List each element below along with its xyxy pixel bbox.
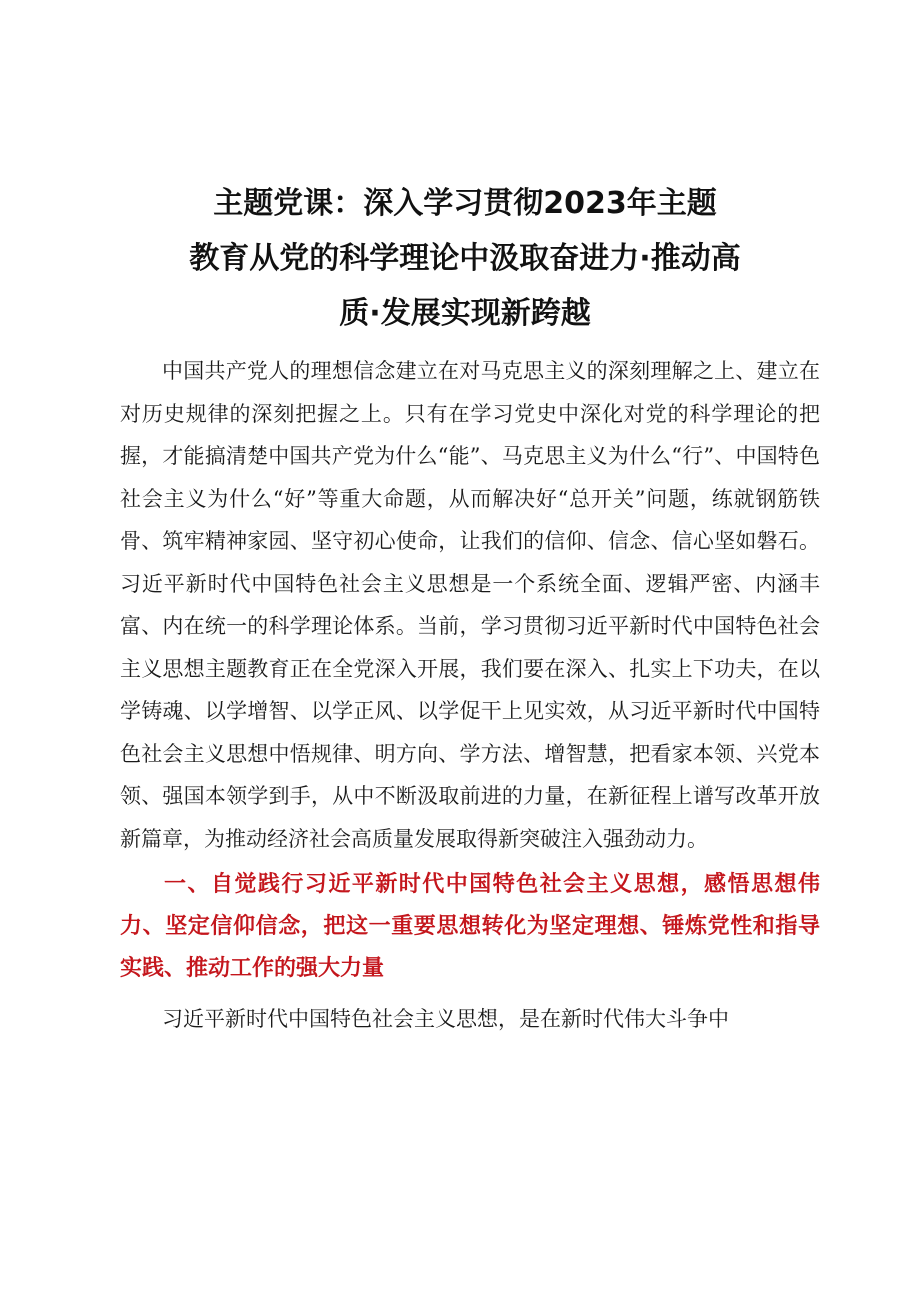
intro-paragraph: 中国共产党人的理想信念建立在对马克思主义的深刻理解之上、建立在对历史规律的深刻把握之上。只有在学习党史中深化对党的科学理论的把握，才能搞清楚中国共产党为什么“能”、马克思主义为什么“行”、中国特色社会主义为什么“好”等重大命题，从而解决好“总开关”问题，练就钢筋铁骨、筑牢精神家园、坚守初心使命，让我们的信仰、信念、信心坚如磐石。习近平新时代中国特色社会主义思想是一个系统全面、逻辑严密、内涵丰富、内在统一的科学理论体系。当前，学习贯彻习近平新时代中国特色社会主义思想主题教育正在全党深入开展，我们要在深入、扎实上下功夫，在以学铸魂、以学增智、以学正风、以学促干上见实效，从习近平新时代中国特色社会主义思想中悟规律、明方向、学方法、增智慧，把看家本领、兴党本领、强国本领学到手，从中不断汲取前进的力量，在新征程上谱写改革开放新篇章，为推动经济社会高质量发展取得新突破注入强劲动力。 — [120, 359, 820, 851]
document-body — [120, 350, 820, 1041]
title-line-1: 主题党课：深入学习贯彻2023年主题 — [213, 186, 717, 221]
section-heading-1: 一、自觉践行习近平新时代中国特色社会主义思想，感悟思想伟力、坚定信仰信念，把这一重要思想转化为坚定理想、锤炼党性和指导实践、推动工作的强大力量 — [120, 872, 820, 981]
section-1-paragraph: 习近平新时代中国特色社会主义思想，是在新时代伟大斗争中 — [162, 1007, 729, 1031]
title-line-3: 质·发展实现新跨越 — [339, 296, 591, 331]
title-line-2: 教育从党的科学理论中汲取奋进力·推动高 — [189, 241, 741, 276]
document-title — [110, 176, 820, 341]
